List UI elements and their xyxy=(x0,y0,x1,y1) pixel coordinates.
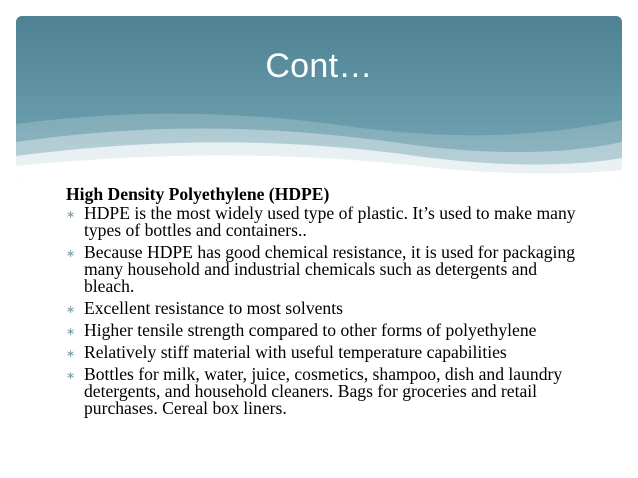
bullet-icon: ∗ xyxy=(66,325,76,338)
list-item-text: Bottles for milk, water, juice, cosmetics, shampoo, dish and laundry detergents, and household cleaners. Bags for groceries and retail purchases. Cereal box liners. xyxy=(84,364,563,418)
list-item xyxy=(66,300,586,317)
bullet-icon: ∗ xyxy=(66,347,76,360)
bullet-list xyxy=(66,205,586,417)
list-item-text: Excellent resistance to most solvents xyxy=(84,298,343,318)
bullet-icon: ∗ xyxy=(66,369,76,382)
title-banner xyxy=(16,16,622,180)
list-item xyxy=(66,366,586,417)
list-item-text: Relatively stiff material with useful temperature capabilities xyxy=(84,342,507,362)
list-item-text: Higher tensile strength compared to other forms of polyethylene xyxy=(84,320,537,340)
list-item-text: HDPE is the most widely used type of plastic. It’s used to make many types of bottles and containers.. xyxy=(84,203,576,240)
section-heading: High Density Polyethylene (HDPE) xyxy=(66,184,330,204)
list-item-text: Because HDPE has good chemical resistance, it is used for packaging many household and industrial chemicals such as detergents and bleach. xyxy=(84,242,576,296)
list-item xyxy=(66,205,586,239)
bullet-icon: ∗ xyxy=(66,208,76,221)
list-item xyxy=(66,244,586,295)
bullet-icon: ∗ xyxy=(66,303,76,316)
wave-decoration xyxy=(16,16,622,180)
list-item xyxy=(66,344,586,361)
list-item xyxy=(66,322,586,339)
slide-title: Cont… xyxy=(265,47,373,85)
bullet-icon: ∗ xyxy=(66,247,76,260)
slide-body xyxy=(66,186,586,422)
